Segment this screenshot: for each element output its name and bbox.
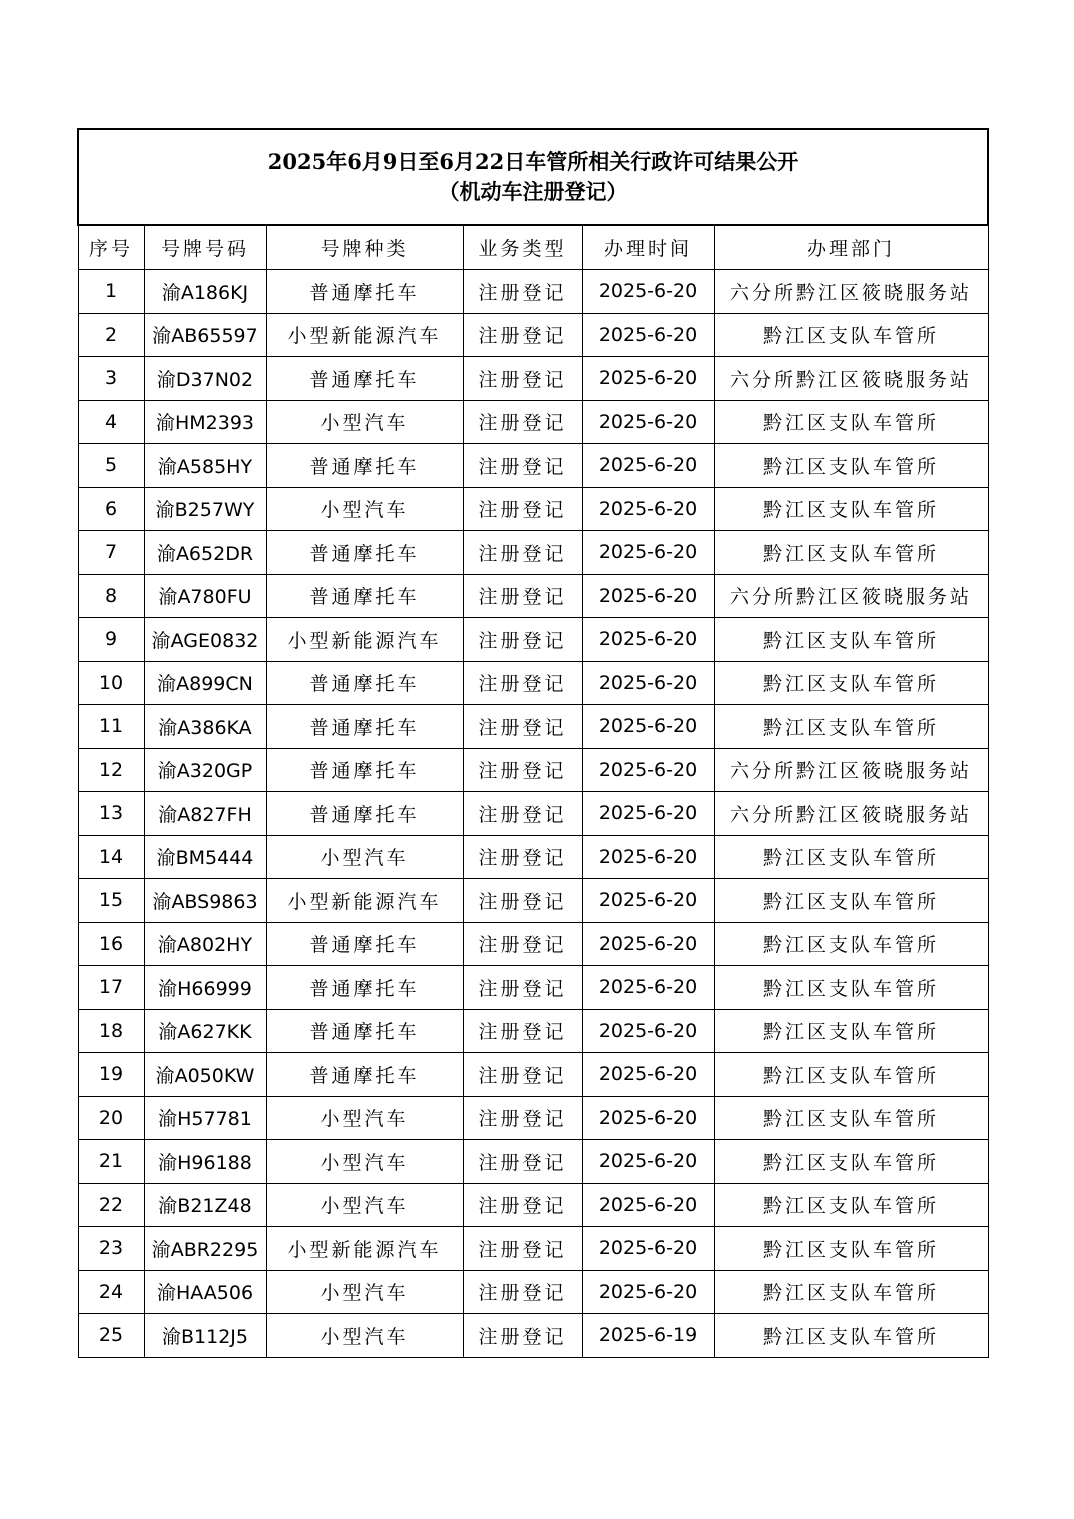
cell-business-type: 注册登记 bbox=[463, 574, 582, 618]
cell-business-type: 注册登记 bbox=[463, 922, 582, 966]
cell-date: 2025-6-20 bbox=[582, 531, 714, 575]
cell-plate-number: 渝ABS9863 bbox=[144, 879, 266, 923]
title-line-2: （机动车注册登记） bbox=[438, 179, 628, 204]
cell-plate-type: 小型汽车 bbox=[266, 1183, 463, 1227]
cell-date: 2025-6-20 bbox=[582, 357, 714, 401]
column-header-plate-type: 号牌种类 bbox=[266, 225, 463, 270]
cell-date: 2025-6-20 bbox=[582, 922, 714, 966]
cell-date: 2025-6-20 bbox=[582, 1270, 714, 1314]
cell-date: 2025-6-20 bbox=[582, 444, 714, 488]
cell-business-type: 注册登记 bbox=[463, 1183, 582, 1227]
cell-index: 17 bbox=[78, 966, 144, 1010]
cell-business-type: 注册登记 bbox=[463, 270, 582, 314]
cell-plate-number: 渝A802HY bbox=[144, 922, 266, 966]
column-header-plate-number: 号牌号码 bbox=[144, 225, 266, 270]
cell-date: 2025-6-20 bbox=[582, 574, 714, 618]
cell-business-type: 注册登记 bbox=[463, 1227, 582, 1271]
cell-business-type: 注册登记 bbox=[463, 835, 582, 879]
table-row bbox=[78, 1009, 988, 1053]
table-row bbox=[78, 1270, 988, 1314]
cell-business-type: 注册登记 bbox=[463, 966, 582, 1010]
cell-plate-type: 小型汽车 bbox=[266, 400, 463, 444]
cell-department: 黔江区支队车管所 bbox=[714, 879, 988, 923]
table-title bbox=[78, 129, 988, 225]
cell-plate-type: 小型新能源汽车 bbox=[266, 618, 463, 662]
cell-index: 16 bbox=[78, 922, 144, 966]
cell-index: 6 bbox=[78, 487, 144, 531]
cell-index: 1 bbox=[78, 270, 144, 314]
cell-plate-number: 渝A186KJ bbox=[144, 270, 266, 314]
cell-plate-type: 普通摩托车 bbox=[266, 531, 463, 575]
cell-business-type: 注册登记 bbox=[463, 879, 582, 923]
cell-business-type: 注册登记 bbox=[463, 531, 582, 575]
cell-plate-number: 渝B112J5 bbox=[144, 1314, 266, 1358]
cell-department: 六分所黔江区筱晓服务站 bbox=[714, 792, 988, 836]
cell-date: 2025-6-20 bbox=[582, 1053, 714, 1097]
cell-plate-type: 小型新能源汽车 bbox=[266, 1227, 463, 1271]
header-row bbox=[78, 225, 988, 270]
cell-plate-number: 渝A050KW bbox=[144, 1053, 266, 1097]
cell-department: 黔江区支队车管所 bbox=[714, 1140, 988, 1184]
cell-department: 黔江区支队车管所 bbox=[714, 400, 988, 444]
cell-department: 黔江区支队车管所 bbox=[714, 1096, 988, 1140]
column-header-date: 办理时间 bbox=[582, 225, 714, 270]
cell-department: 黔江区支队车管所 bbox=[714, 835, 988, 879]
table-row bbox=[78, 1096, 988, 1140]
cell-department: 黔江区支队车管所 bbox=[714, 922, 988, 966]
cell-date: 2025-6-20 bbox=[582, 966, 714, 1010]
table-row bbox=[78, 1183, 988, 1227]
cell-date: 2025-6-20 bbox=[582, 1227, 714, 1271]
cell-index: 20 bbox=[78, 1096, 144, 1140]
table-row bbox=[78, 835, 988, 879]
cell-business-type: 注册登记 bbox=[463, 748, 582, 792]
cell-plate-type: 普通摩托车 bbox=[266, 1009, 463, 1053]
cell-date: 2025-6-20 bbox=[582, 1096, 714, 1140]
cell-business-type: 注册登记 bbox=[463, 1009, 582, 1053]
cell-plate-type: 普通摩托车 bbox=[266, 792, 463, 836]
cell-plate-type: 小型汽车 bbox=[266, 835, 463, 879]
cell-business-type: 注册登记 bbox=[463, 1053, 582, 1097]
cell-business-type: 注册登记 bbox=[463, 357, 582, 401]
cell-business-type: 注册登记 bbox=[463, 487, 582, 531]
cell-department: 六分所黔江区筱晓服务站 bbox=[714, 270, 988, 314]
table-row bbox=[78, 357, 988, 401]
cell-department: 六分所黔江区筱晓服务站 bbox=[714, 748, 988, 792]
cell-date: 2025-6-20 bbox=[582, 879, 714, 923]
title-line-1: 2025年6月9日至6月22日车管所相关行政许可结果公开 bbox=[267, 149, 799, 174]
cell-plate-number: 渝B21Z48 bbox=[144, 1183, 266, 1227]
table-row bbox=[78, 661, 988, 705]
cell-index: 9 bbox=[78, 618, 144, 662]
cell-plate-number: 渝AB65597 bbox=[144, 313, 266, 357]
cell-plate-type: 小型新能源汽车 bbox=[266, 313, 463, 357]
cell-index: 10 bbox=[78, 661, 144, 705]
table-row bbox=[78, 1053, 988, 1097]
cell-plate-number: 渝HM2393 bbox=[144, 400, 266, 444]
table-row bbox=[78, 966, 988, 1010]
cell-plate-type: 普通摩托车 bbox=[266, 574, 463, 618]
cell-index: 4 bbox=[78, 400, 144, 444]
cell-department: 黔江区支队车管所 bbox=[714, 705, 988, 749]
cell-department: 黔江区支队车管所 bbox=[714, 531, 988, 575]
cell-date: 2025-6-20 bbox=[582, 1009, 714, 1053]
cell-plate-number: 渝B257WY bbox=[144, 487, 266, 531]
cell-plate-number: 渝A827FH bbox=[144, 792, 266, 836]
cell-department: 六分所黔江区筱晓服务站 bbox=[714, 574, 988, 618]
table-row bbox=[78, 1314, 988, 1358]
cell-index: 8 bbox=[78, 574, 144, 618]
cell-plate-number: 渝A899CN bbox=[144, 661, 266, 705]
cell-index: 15 bbox=[78, 879, 144, 923]
cell-plate-number: 渝A627KK bbox=[144, 1009, 266, 1053]
cell-index: 21 bbox=[78, 1140, 144, 1184]
cell-index: 22 bbox=[78, 1183, 144, 1227]
cell-business-type: 注册登记 bbox=[463, 1314, 582, 1358]
table-row bbox=[78, 705, 988, 749]
cell-date: 2025-6-20 bbox=[582, 1140, 714, 1184]
table-row bbox=[78, 444, 988, 488]
cell-plate-type: 小型汽车 bbox=[266, 487, 463, 531]
column-header-index: 序号 bbox=[78, 225, 144, 270]
cell-business-type: 注册登记 bbox=[463, 400, 582, 444]
column-header-business-type: 业务类型 bbox=[463, 225, 582, 270]
cell-business-type: 注册登记 bbox=[463, 661, 582, 705]
cell-business-type: 注册登记 bbox=[463, 1096, 582, 1140]
cell-plate-number: 渝A386KA bbox=[144, 705, 266, 749]
cell-department: 黔江区支队车管所 bbox=[714, 487, 988, 531]
cell-department: 黔江区支队车管所 bbox=[714, 313, 988, 357]
cell-date: 2025-6-20 bbox=[582, 1183, 714, 1227]
cell-plate-number: 渝H96188 bbox=[144, 1140, 266, 1184]
table-row bbox=[78, 792, 988, 836]
cell-date: 2025-6-20 bbox=[582, 313, 714, 357]
table-row bbox=[78, 618, 988, 662]
cell-plate-type: 普通摩托车 bbox=[266, 444, 463, 488]
cell-department: 黔江区支队车管所 bbox=[714, 966, 988, 1010]
cell-plate-number: 渝AGE0832 bbox=[144, 618, 266, 662]
cell-department: 黔江区支队车管所 bbox=[714, 1053, 988, 1097]
cell-date: 2025-6-20 bbox=[582, 661, 714, 705]
cell-department: 黔江区支队车管所 bbox=[714, 1183, 988, 1227]
cell-index: 18 bbox=[78, 1009, 144, 1053]
cell-plate-number: 渝A780FU bbox=[144, 574, 266, 618]
cell-plate-number: 渝ABR2295 bbox=[144, 1227, 266, 1271]
cell-plate-type: 普通摩托车 bbox=[266, 705, 463, 749]
cell-index: 23 bbox=[78, 1227, 144, 1271]
cell-department: 黔江区支队车管所 bbox=[714, 1270, 988, 1314]
table-row bbox=[78, 531, 988, 575]
cell-index: 2 bbox=[78, 313, 144, 357]
cell-plate-type: 小型汽车 bbox=[266, 1140, 463, 1184]
cell-plate-type: 普通摩托车 bbox=[266, 661, 463, 705]
cell-plate-type: 小型汽车 bbox=[266, 1314, 463, 1358]
table-row bbox=[78, 922, 988, 966]
cell-plate-type: 普通摩托车 bbox=[266, 748, 463, 792]
cell-index: 7 bbox=[78, 531, 144, 575]
cell-business-type: 注册登记 bbox=[463, 444, 582, 488]
cell-department: 黔江区支队车管所 bbox=[714, 1314, 988, 1358]
cell-date: 2025-6-20 bbox=[582, 748, 714, 792]
cell-index: 24 bbox=[78, 1270, 144, 1314]
cell-plate-number: 渝H57781 bbox=[144, 1096, 266, 1140]
cell-department: 黔江区支队车管所 bbox=[714, 1009, 988, 1053]
table-row bbox=[78, 487, 988, 531]
cell-index: 19 bbox=[78, 1053, 144, 1097]
cell-index: 5 bbox=[78, 444, 144, 488]
cell-plate-type: 普通摩托车 bbox=[266, 357, 463, 401]
cell-plate-type: 普通摩托车 bbox=[266, 1053, 463, 1097]
cell-date: 2025-6-20 bbox=[582, 400, 714, 444]
cell-plate-number: 渝H66999 bbox=[144, 966, 266, 1010]
cell-plate-number: 渝BM5444 bbox=[144, 835, 266, 879]
cell-plate-type: 小型汽车 bbox=[266, 1270, 463, 1314]
cell-business-type: 注册登记 bbox=[463, 705, 582, 749]
cell-date: 2025-6-20 bbox=[582, 618, 714, 662]
cell-department: 黔江区支队车管所 bbox=[714, 1227, 988, 1271]
table-row bbox=[78, 270, 988, 314]
cell-plate-type: 小型汽车 bbox=[266, 1096, 463, 1140]
table-row bbox=[78, 1227, 988, 1271]
cell-index: 3 bbox=[78, 357, 144, 401]
cell-business-type: 注册登记 bbox=[463, 1270, 582, 1314]
cell-department: 黔江区支队车管所 bbox=[714, 618, 988, 662]
cell-department: 六分所黔江区筱晓服务站 bbox=[714, 357, 988, 401]
table-body bbox=[78, 270, 988, 1358]
cell-plate-number: 渝A320GP bbox=[144, 748, 266, 792]
cell-business-type: 注册登记 bbox=[463, 313, 582, 357]
cell-date: 2025-6-19 bbox=[582, 1314, 714, 1358]
cell-plate-number: 渝D37N02 bbox=[144, 357, 266, 401]
cell-department: 黔江区支队车管所 bbox=[714, 661, 988, 705]
cell-date: 2025-6-20 bbox=[582, 835, 714, 879]
cell-plate-type: 普通摩托车 bbox=[266, 922, 463, 966]
cell-index: 11 bbox=[78, 705, 144, 749]
table-row bbox=[78, 748, 988, 792]
cell-business-type: 注册登记 bbox=[463, 792, 582, 836]
cell-date: 2025-6-20 bbox=[582, 270, 714, 314]
cell-date: 2025-6-20 bbox=[582, 792, 714, 836]
cell-plate-number: 渝HAA506 bbox=[144, 1270, 266, 1314]
column-header-department: 办理部门 bbox=[714, 225, 988, 270]
registration-table bbox=[77, 128, 989, 1358]
cell-plate-type: 普通摩托车 bbox=[266, 270, 463, 314]
table-row bbox=[78, 1140, 988, 1184]
cell-date: 2025-6-20 bbox=[582, 705, 714, 749]
cell-index: 12 bbox=[78, 748, 144, 792]
cell-business-type: 注册登记 bbox=[463, 1140, 582, 1184]
cell-index: 14 bbox=[78, 835, 144, 879]
title-row bbox=[78, 129, 988, 225]
table-row bbox=[78, 400, 988, 444]
cell-date: 2025-6-20 bbox=[582, 487, 714, 531]
cell-plate-type: 普通摩托车 bbox=[266, 966, 463, 1010]
table-row bbox=[78, 574, 988, 618]
cell-business-type: 注册登记 bbox=[463, 618, 582, 662]
cell-plate-number: 渝A585HY bbox=[144, 444, 266, 488]
cell-index: 25 bbox=[78, 1314, 144, 1358]
cell-department: 黔江区支队车管所 bbox=[714, 444, 988, 488]
cell-index: 13 bbox=[78, 792, 144, 836]
table-row bbox=[78, 879, 988, 923]
cell-plate-number: 渝A652DR bbox=[144, 531, 266, 575]
cell-plate-type: 小型新能源汽车 bbox=[266, 879, 463, 923]
table-row bbox=[78, 313, 988, 357]
